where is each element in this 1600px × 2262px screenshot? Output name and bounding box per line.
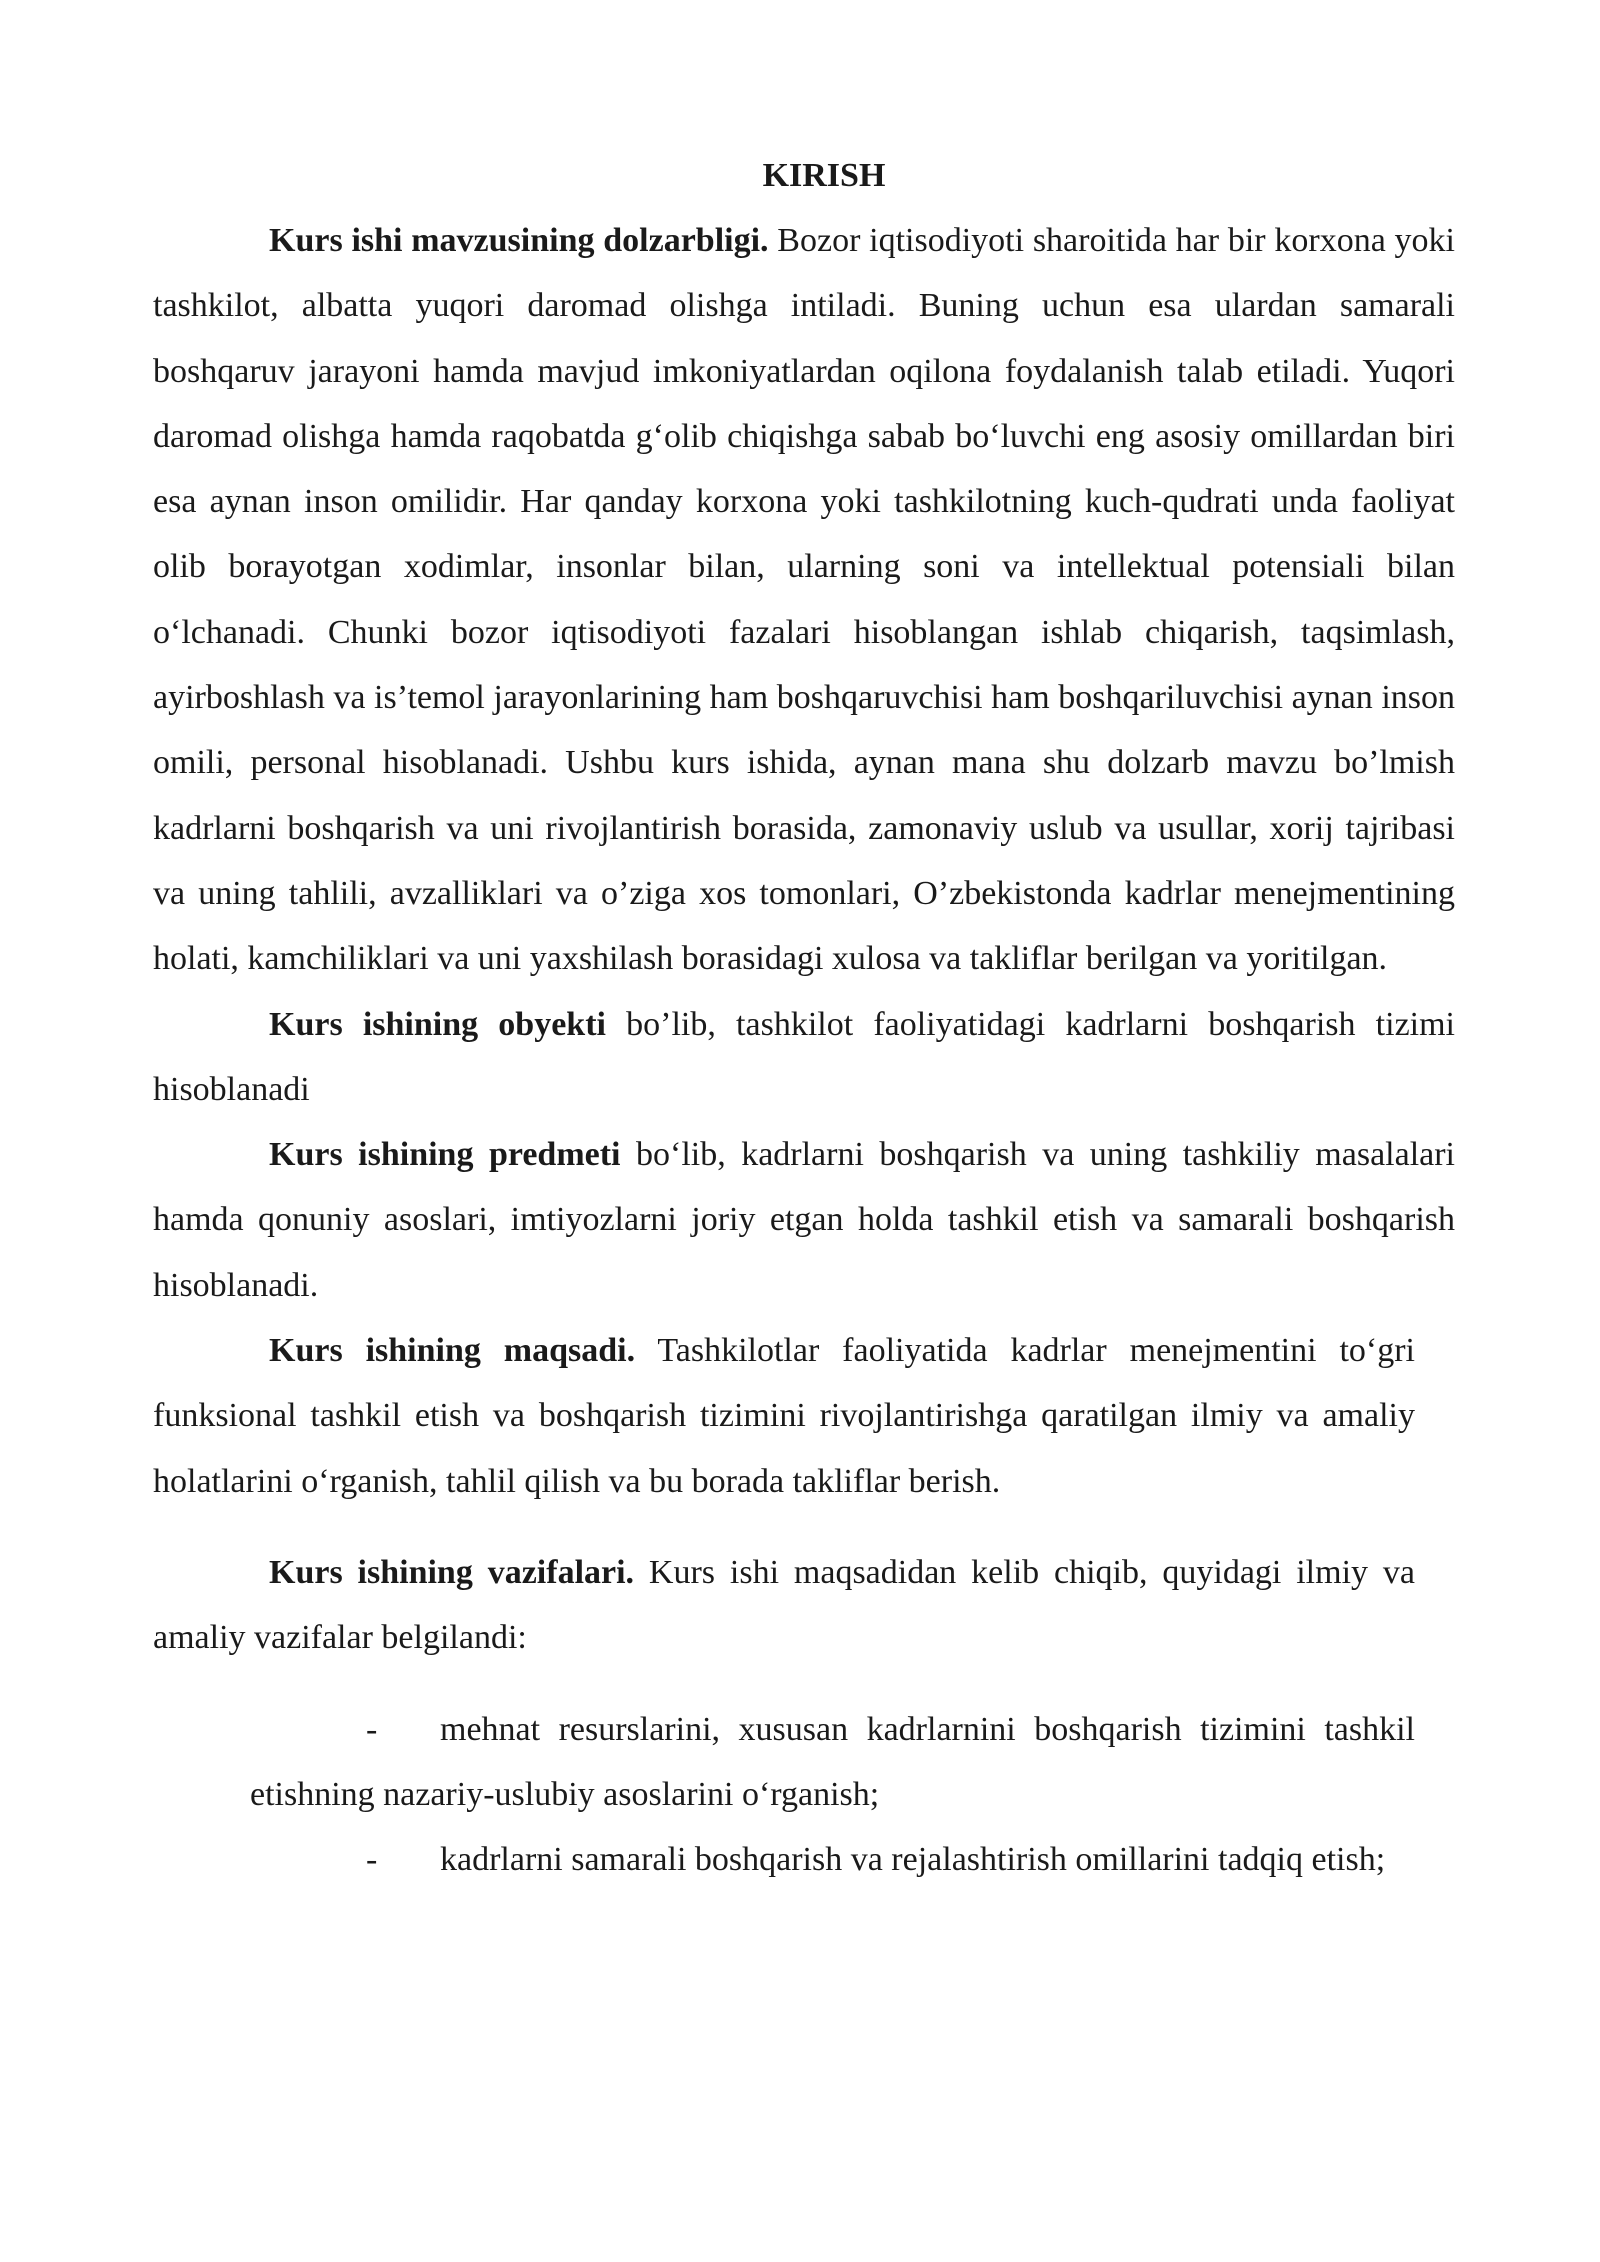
paragraph-lead: Kurs ishining maqsadi. <box>269 1332 636 1370</box>
paragraph-object <box>153 992 1455 1123</box>
paragraph-lead: Kurs ishining obyekti <box>269 1005 606 1043</box>
paragraph-text: Kurs ishi maqsadidan kelib chiqib, quyidagi ilmiy va amaliy vazifalar belgilandi: <box>153 1553 1415 1657</box>
paragraph-spacer <box>153 1514 1455 1540</box>
list-item <box>250 1827 1415 1892</box>
list-marker: - <box>366 1710 378 1748</box>
paragraph-tasks <box>153 1540 1415 1671</box>
paragraph-relevance <box>153 208 1455 992</box>
paragraph-text: Tashkilotlar faoliyatida kadrlar menejmentini to‘gri funksional tashkil etish va boshqarish tizimini rivojlantirishga qaratilgan ilmiy va amaliy holatlarini o‘rganish, tahlil qilish va bu borada takliflar berish. <box>153 1332 1415 1500</box>
page-title: KIRISH <box>762 157 886 194</box>
paragraph-text: bo‘lib, kadrlarni boshqarish va uning tashkiliy masalalari hamda qonuniy asoslari, imtiyozlarni joriy etgan holda tashkil etish va samarali boshqarish hisoblanadi. <box>153 1136 1455 1304</box>
document-content <box>153 150 1455 1892</box>
paragraph-goal <box>153 1318 1415 1514</box>
paragraph-subject <box>153 1122 1455 1318</box>
list-item <box>250 1697 1415 1828</box>
list-marker: - <box>366 1841 378 1879</box>
paragraph-text: bo’lib, tashkilot faoliyatidagi kadrlarni boshqarish tizimi hisoblanadi <box>153 1005 1456 1108</box>
paragraph-lead: Kurs ishining predmeti <box>269 1136 621 1174</box>
list-item-text: kadrlarni samarali boshqarish va rejalashtirish omillarini tadqiq etish; <box>440 1841 1386 1879</box>
list-spacer <box>153 1671 1455 1697</box>
paragraph-text: Bozor iqtisodiyoti sharoitida har bir korxona yoki tashkilot, albatta yuqori daromad olishga intiladi. Buning uchun esa ulardan samarali boshqaruv jarayoni hamda mavjud imkoniyatlardan oqilona foydalanish talab etiladi. Yuqori daromad olishga hamda raqobatda g‘olib chiqishga sabab bo‘luvchi eng asosiy omillardan biri esa aynan inson omilidir. Har qanday korxona yoki tashkilotning kuch-qudrati unda faoliyat olib borayotgan xodimlar, insonlar bilan, ularning soni va intellektual potensiali bilan o‘lchanadi. Chunki bozor iqtisodiyoti fazalari hisoblangan ishlab chiqarish, taqsimlash, ayirboshlash va is’temol jarayonlarining ham boshqaruvchisi ham boshqariluvchisi aynan inson omili, personal hisoblanadi. Ushbu kurs ishida, aynan mana shu dolzarb mavzu bo’lmish kadrlarni boshqarish va uni rivojlantirish borasida, zamonaviy uslub va usullar, xorij tajribasi va uning tahlili, avzalliklari va o’ziga xos tomonlari, O’zbekistonda kadrlar menejmentining holati, kamchiliklari va uni yaxshilash borasidagi xulosa va takliflar berilgan va yoritilgan. <box>153 222 1455 978</box>
paragraph-lead: Kurs ishining vazifalari. <box>269 1553 635 1591</box>
paragraph-lead: Kurs ishi mavzusining dolzarbligi. <box>269 222 769 259</box>
list-item-text: mehnat resurslarini, xususan kadrlarnini boshqarish tizimini tashkil etishning nazariy-uslubiy asoslarini o‘rganish; <box>250 1710 1415 1813</box>
